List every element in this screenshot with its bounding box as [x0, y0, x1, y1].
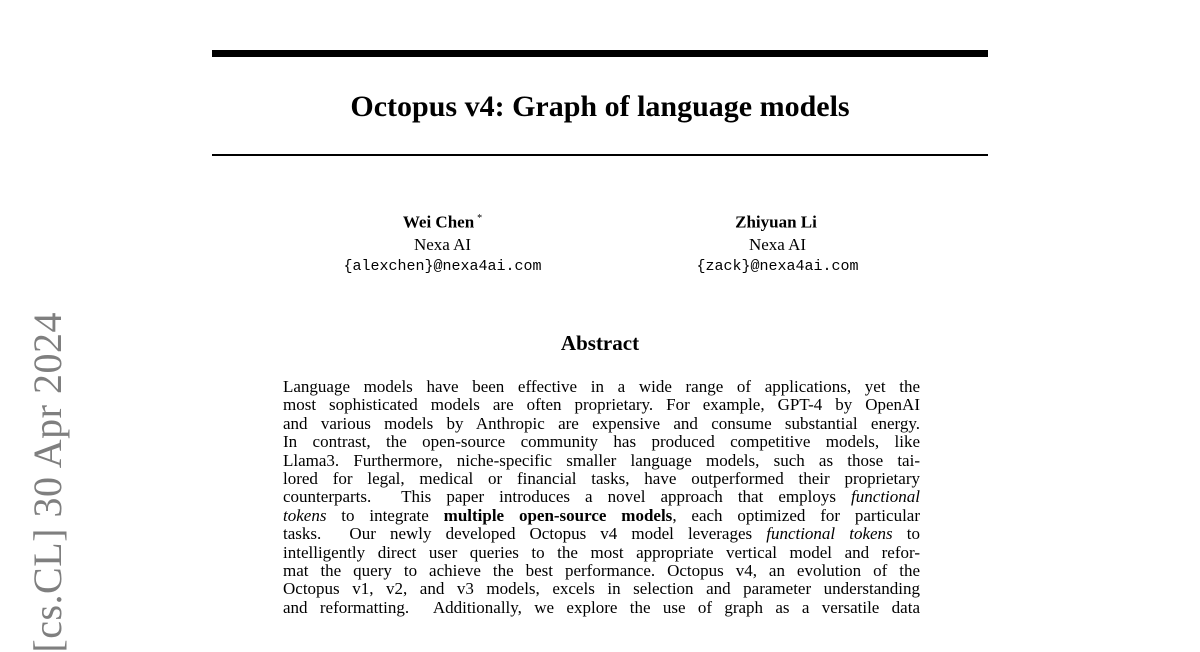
abstract-heading: Abstract: [560, 331, 640, 355]
abstract-line: [283, 378, 920, 396]
abstract-italic-term: tokens: [283, 505, 327, 525]
abstract-text: most sophisticated models are often proprietary. For example, GPT-4 by OpenAI: [283, 395, 920, 415]
arxiv-stamp-text: [cs.CL] 30 Apr 2024: [25, 311, 70, 652]
abstract-text: mat the query to achieve the best performance. Octopus v4, an evolution of the: [283, 560, 920, 580]
abstract-text: and various models by Anthropic are expensive and consume substantial energy.: [283, 413, 920, 433]
abstract-text: Language models have been effective in a wide range of applications, yet the: [283, 377, 920, 396]
author-footnote-mark: *: [477, 213, 483, 224]
abstract-line: [283, 507, 920, 525]
abstract-text: , each optimized for particular: [672, 505, 920, 525]
abstract-line: [283, 562, 920, 580]
abstract-italic-term: functional: [851, 487, 920, 507]
paper-title: Octopus v4: Graph of language models: [350, 90, 850, 123]
abstract-line: [283, 470, 920, 488]
abstract-text: to integrate: [326, 505, 444, 525]
abstract-line: [283, 433, 920, 451]
abstract-text: to: [892, 524, 920, 544]
abstract-text: Llama3. Furthermore, niche-specific smaller language models, such as those tai-: [283, 450, 920, 470]
author-email: {alexchen}@nexa4ai.com: [343, 257, 542, 275]
abstract-bold-term: multiple open-source models: [443, 505, 673, 525]
author-block-1: [300, 208, 585, 278]
abstract-line: [283, 488, 920, 506]
author-affiliation: Nexa AI: [413, 234, 472, 254]
abstract-text: and reformatting. Additionally, we explore the use of graph as a versatile data: [283, 597, 920, 617]
abstract-text: lored for legal, medical or financial tasks, have outperformed their proprietary: [283, 468, 920, 488]
author-1-name-line: [300, 208, 585, 234]
abstract-text: In contrast, the open-source community has produced competitive models, like: [283, 432, 920, 452]
author-block-2: [635, 208, 920, 278]
abstract-line: [283, 525, 920, 543]
author-name: Zhiyuan Li: [735, 212, 817, 232]
abstract-italic-term: functional tokens: [766, 524, 893, 544]
abstract-text: tasks. Our newly developed Octopus v4 model leverages: [283, 524, 767, 544]
abstract-line: [283, 396, 920, 414]
abstract-line: [283, 544, 920, 562]
title-top-rule: [212, 50, 988, 57]
abstract-line: [283, 580, 920, 598]
abstract-line: [283, 452, 920, 470]
author-affiliation: Nexa AI: [748, 234, 807, 254]
abstract-body: [283, 378, 920, 617]
author-email: {zack}@nexa4ai.com: [696, 257, 859, 275]
arxiv-identifier-stamp: [25, 311, 78, 652]
title-bottom-rule: [212, 154, 988, 156]
abstract-line: [283, 415, 920, 433]
author-name: Wei Chen: [402, 212, 475, 232]
abstract-line: [283, 599, 920, 617]
abstract-text: Octopus v1, v2, and v3 models, excels in selection and parameter understanding: [283, 579, 920, 599]
abstract-text: counterparts. This paper introduces a novel approach that employs: [283, 487, 852, 507]
author-2-name-line: [635, 208, 920, 234]
abstract-text: intelligently direct user queries to the most appropriate vertical model and refor-: [283, 542, 920, 562]
